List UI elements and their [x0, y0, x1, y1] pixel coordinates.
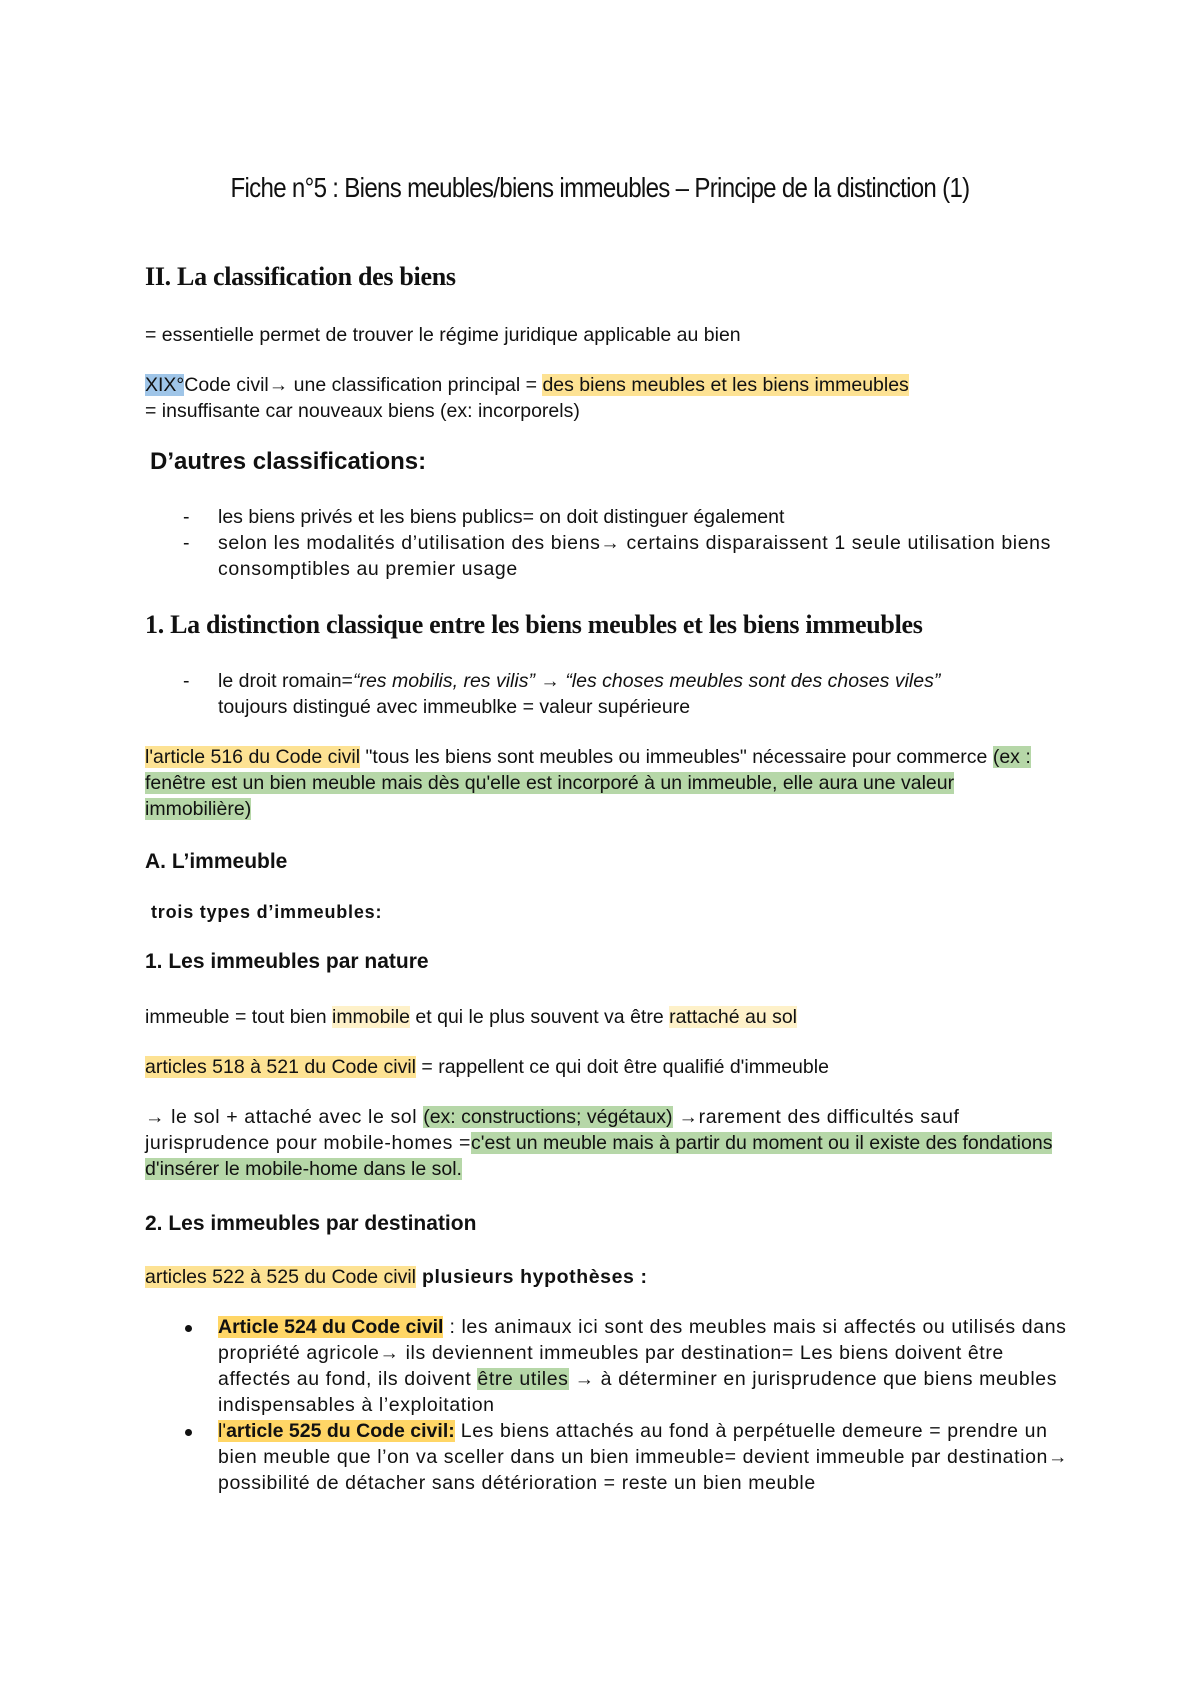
- hypotheses-list: [145, 1314, 1075, 1496]
- section-heading-distinction: 1. La distinction classique entre les biens meubles et les biens immeubles: [145, 610, 923, 639]
- droit-romain-list: [145, 668, 1075, 720]
- autres-classifications-list: [145, 504, 1075, 582]
- highlight-article-516: l'article 516 du Code civil: [145, 746, 361, 768]
- bullet-icon: [185, 1429, 192, 1436]
- list-item: Article 524 du Code civil : les animaux ici sont des meubles mais si affectés ou utilisés dans propriété agricole→ ils deviennent immeubles par destination= Les biens doivent être affectés au fond, ils doivent être utiles → à déterminer en jurisprudence que biens meubles indispensables à l’exploitation: [145, 1314, 1075, 1418]
- list-item: - selon les modalités d’utilisation des biens→ certains disparaissent 1 seule utilisation biens consomptibles au premier usage: [183, 532, 1051, 580]
- highlight-article-525: article 525 du Code civil:: [226, 1420, 455, 1442]
- list-item: - les biens privés et les biens publics= on doit distinguer également: [183, 506, 785, 528]
- section-heading-classification: II. La classification des biens: [145, 262, 456, 291]
- intro-paragraph: = essentielle permet de trouver le régime juridique applicable au bien: [145, 324, 741, 346]
- immeuble-heading: A. L’immeuble: [145, 850, 288, 873]
- highlight-articles-518-521: articles 518 à 521 du Code civil: [145, 1056, 416, 1078]
- highlight-xix: XIX°: [145, 374, 185, 396]
- immeubles-par-nature-heading: 1. Les immeubles par nature: [145, 950, 429, 973]
- highlight-mobile-home: c'est un meuble mais à partir du moment ou il existe des fondations d'insérer le mobile-home dans le sol.: [145, 1132, 1053, 1180]
- highlight-biens-meubles: des biens meubles et les biens immeubles: [542, 374, 909, 396]
- articles-522-525-paragraph: articles 522 à 525 du Code civil plusieurs hypothèses :: [145, 1266, 648, 1288]
- autres-classifications-heading: D’autres classifications:: [150, 448, 427, 475]
- immeuble-definition: immeuble = tout bien immobile et qui le plus souvent va être rattaché au sol: [145, 1006, 798, 1028]
- highlight-article-524: Article 524 du Code civil: [218, 1316, 444, 1338]
- trois-types-subheading: trois types d’immeubles:: [151, 902, 383, 922]
- immeubles-par-destination-heading: 2. Les immeubles par destination: [145, 1212, 477, 1235]
- code-civil-paragraph: [145, 372, 1075, 424]
- highlight-example-fenetre: (ex : fenêtre est un bien meuble mais dès qu'elle est incorporé à un immeuble, elle aura une valeur immobilière): [145, 746, 1031, 820]
- page-title: Fiche n°5 : Biens meubles/biens immeubles – Principe de la distinction (1): [230, 172, 970, 203]
- highlight-rattache-au-sol: rattaché au sol: [669, 1006, 798, 1028]
- article-516-paragraph: l'article 516 du Code civil "tous les biens sont meubles ou immeubles" nécessaire pour commerce (ex : fenêtre est un bien meuble mais dès qu'elle est incorporé à un immeuble, elle aura une valeur immobilière): [145, 746, 1031, 820]
- list-item: - le droit romain=“res mobilis, res vilis” → “les choses meubles sont des choses viles” toujours distingué avec immeublke = valeur supérieure: [183, 670, 941, 718]
- code-civil-text: Code civil→ une classification principal =: [184, 374, 543, 396]
- bullet-icon: [185, 1325, 192, 1332]
- highlight-articles-522-525: articles 522 à 525 du Code civil: [145, 1266, 416, 1288]
- highlight-exemples-sol: (ex: constructions; végétaux): [423, 1106, 673, 1128]
- sol-paragraph: → le sol + attaché avec le sol (ex: constructions; végétaux) →rarement des difficultés sauf jurisprudence pour mobile-homes =c'est un meuble mais à partir du moment ou il existe des fondations d'insérer le mobile-home dans le sol.: [145, 1106, 1053, 1180]
- articles-518-521-paragraph: articles 518 à 521 du Code civil = rappellent ce qui doit être qualifié d'immeuble: [145, 1056, 829, 1078]
- list-item: l'article 525 du Code civil: Les biens attachés au fond à perpétuelle demeure = prendre un bien meuble que l’on va sceller dans un bien immeuble= devient immeuble par destination→ possibilité de détacher sans détérioration = reste un bien meuble: [145, 1418, 1075, 1496]
- insuffisante-text: = insuffisante car nouveaux biens (ex: incorporels): [145, 400, 580, 422]
- highlight-etre-utiles: être utiles: [477, 1368, 569, 1390]
- highlight-immobile: immobile: [331, 1006, 411, 1028]
